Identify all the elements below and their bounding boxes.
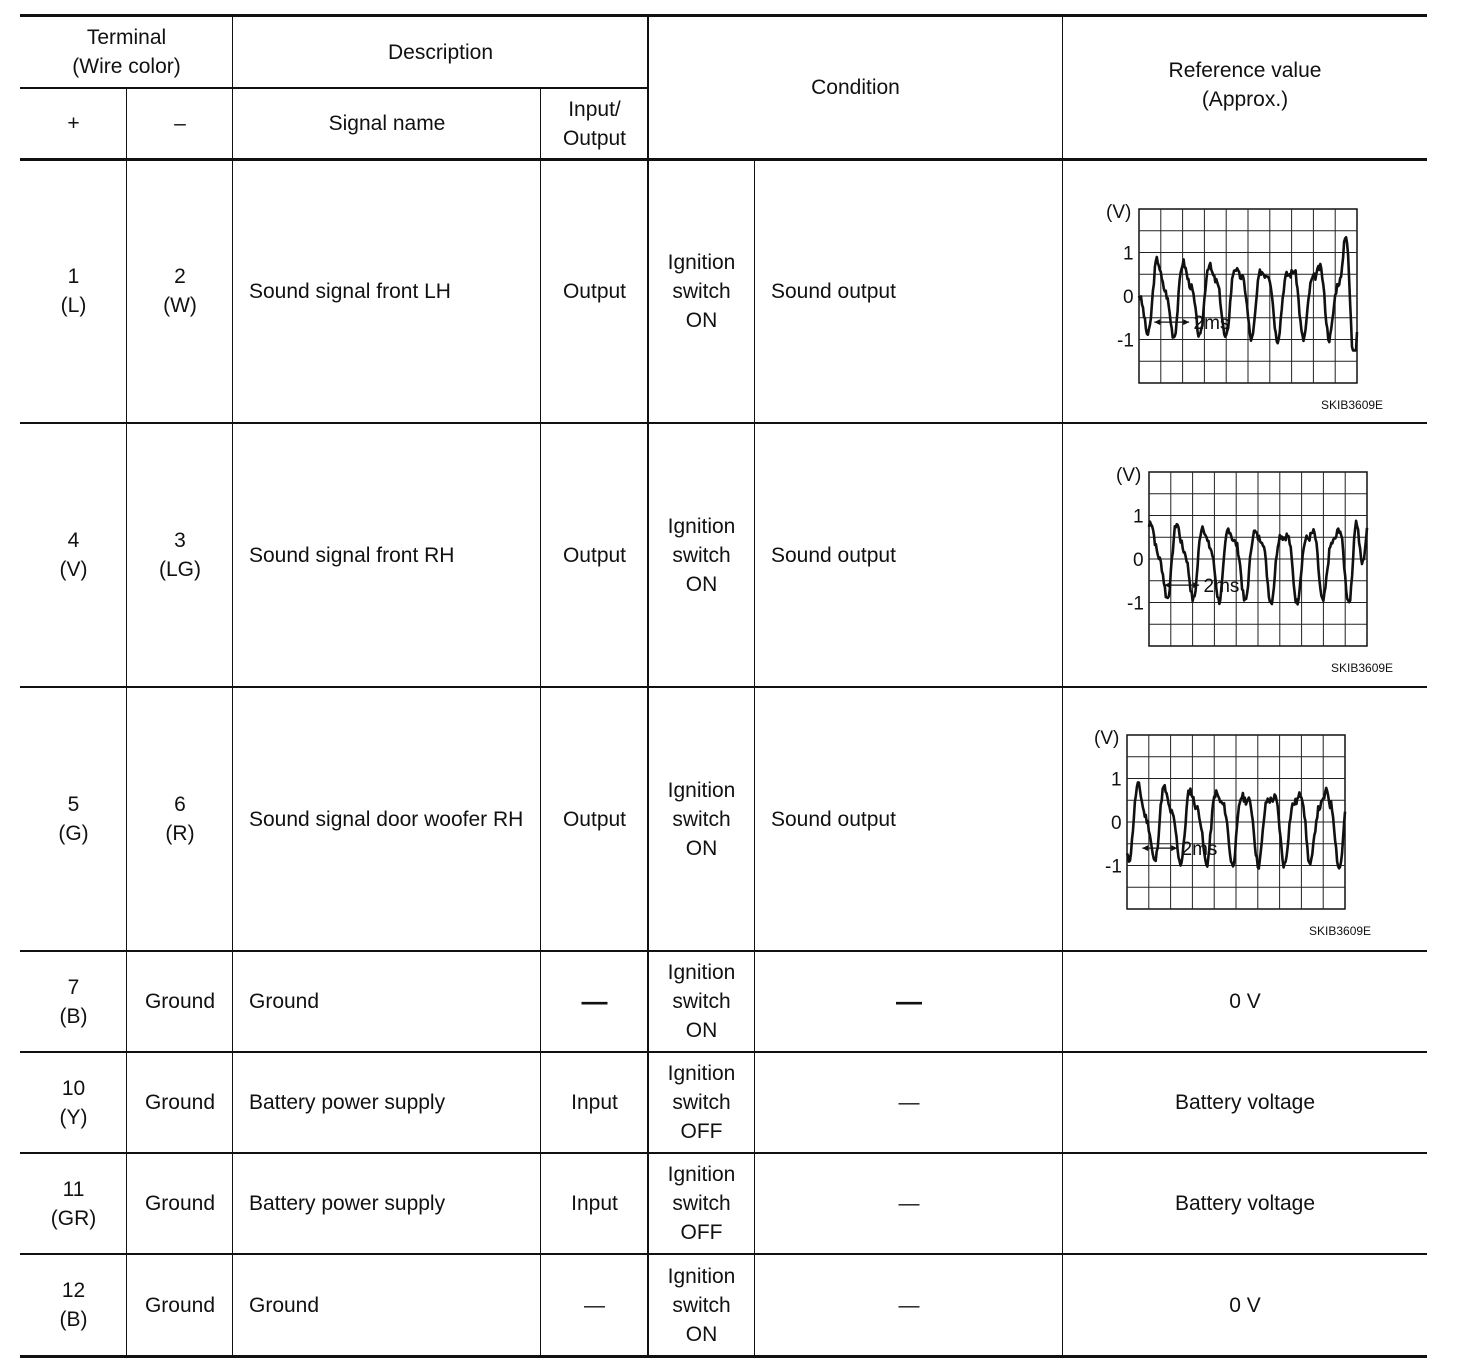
condition-line1: Ignition [667, 514, 736, 538]
condition-line1: Ignition [667, 778, 736, 802]
terminal-minus-number: Ground [144, 1091, 216, 1114]
header-wire-color-label: (Wire color) [72, 55, 181, 78]
cell-terminal-plus [20, 1052, 127, 1153]
header-signal-name [233, 88, 541, 159]
cell-input-output [541, 159, 648, 423]
cell-reference-value [1063, 1052, 1427, 1153]
time-div-label: 2ms [1193, 313, 1230, 335]
signal-name-text: Sound signal front RH [249, 543, 455, 567]
signal-name-text: Ground [249, 1293, 320, 1317]
oscilloscope-chart [1099, 197, 1397, 421]
condition-line1: Ignition [667, 961, 736, 984]
column-rule [540, 88, 541, 1356]
terminal-plus-number: 11 [62, 1177, 85, 1201]
reference-value-text: Battery voltage [1174, 1091, 1316, 1114]
cell-input-output [541, 687, 648, 951]
cell-terminal-plus [20, 1254, 127, 1356]
cell-terminal-minus [127, 951, 233, 1052]
terminal-minus-number: 3 [174, 529, 186, 552]
header-terminal [20, 16, 233, 88]
condition-line2: switch [672, 543, 731, 567]
condition-line3: OFF [680, 1221, 723, 1244]
cell-terminal-minus [127, 1254, 233, 1356]
scope-tick-neg: -1 [1105, 856, 1122, 878]
io-text: — [584, 1293, 605, 1317]
reference-value-text: Battery voltage [1174, 1192, 1316, 1215]
cell-terminal-minus [127, 687, 233, 951]
terminal-plus-number: 1 [67, 265, 80, 288]
cell-reference-value [1063, 1254, 1427, 1356]
condition-line2: switch [672, 1192, 731, 1215]
cell-condition [648, 423, 755, 687]
cell-input-output [541, 423, 648, 687]
cell-input-output [541, 1153, 648, 1254]
scope-tick-zero: 0 [1133, 550, 1144, 571]
cell-condition [648, 159, 755, 423]
condition-detail-text: Sound output [771, 543, 896, 567]
signal-name-text: Sound signal front LH [249, 279, 451, 303]
header-description-label: Description [387, 40, 494, 64]
time-div-label: 2ms [1181, 839, 1218, 861]
header-description [233, 16, 648, 88]
cell-condition-detail [755, 423, 1063, 687]
condition-line2: switch [672, 279, 731, 303]
cell-terminal-minus [127, 1153, 233, 1254]
waveform-figure [1109, 460, 1407, 684]
io-text: Output [562, 807, 627, 831]
condition-line3: ON [685, 308, 718, 332]
cell-terminal-plus [20, 951, 127, 1052]
scope-tick-neg: -1 [1117, 330, 1134, 352]
oscilloscope-chart [1109, 460, 1407, 684]
reference-value-text: 0 V [1229, 990, 1261, 1013]
io-text: Input [571, 1091, 618, 1114]
condition-detail-text: — [898, 1293, 920, 1317]
column-rule [1062, 16, 1063, 1356]
cell-condition [648, 1153, 755, 1254]
cell-signal-name [233, 1153, 541, 1254]
header-minus [127, 88, 233, 159]
terminal-plus-color: (B) [59, 1004, 88, 1028]
terminal-plus-number: 10 [61, 1076, 86, 1100]
header-plus [20, 88, 127, 159]
oscilloscope-chart [1087, 723, 1385, 947]
column-rule [232, 16, 233, 1356]
reference-value-text: 0 V [1229, 1293, 1261, 1317]
header-reference-value [1063, 16, 1427, 159]
terminal-plus-color: (Y) [59, 1105, 88, 1129]
terminal-plus-color: (G) [58, 822, 89, 845]
signal-name-text: Ground [249, 990, 320, 1013]
condition-detail-text: Sound output [771, 807, 896, 831]
terminal-minus-number: 6 [174, 793, 186, 816]
cell-signal-name [233, 687, 541, 951]
condition-detail-text: — [898, 1192, 920, 1215]
cell-condition [648, 1254, 755, 1356]
scope-tick-pos: 1 [1123, 243, 1134, 265]
cell-terminal-plus [20, 159, 127, 423]
header-signal-name-label: Signal name [328, 112, 446, 135]
terminal-plus-number: 7 [67, 975, 80, 999]
cell-condition-detail [755, 159, 1063, 423]
signal-name-text: Battery power supply [249, 1192, 446, 1215]
cell-condition-detail [755, 687, 1063, 951]
condition-line3: ON [685, 1019, 718, 1042]
cell-terminal-plus [20, 687, 127, 951]
cell-condition-detail [755, 1153, 1063, 1254]
terminal-minus-number: Ground [144, 1293, 216, 1317]
condition-line1: Ignition [667, 250, 736, 274]
condition-line2: switch [672, 807, 731, 831]
condition-line3: ON [685, 572, 718, 596]
terminal-plus-color: (L) [60, 294, 87, 317]
io-text: — [581, 986, 608, 1016]
terminal-minus-color: (R) [165, 822, 195, 845]
condition-line2: switch [672, 1293, 731, 1317]
cell-signal-name [233, 423, 541, 687]
condition-line1: Ignition [667, 1264, 736, 1288]
io-text: Output [562, 543, 627, 567]
cell-condition-detail [755, 1052, 1063, 1153]
cell-condition [648, 687, 755, 951]
header-terminal-label: Terminal [86, 26, 167, 49]
cell-condition-detail [755, 1254, 1063, 1356]
signal-name-text: Sound signal door woofer RH [249, 807, 524, 831]
header-condition [648, 16, 1063, 159]
column-rule [754, 159, 755, 1356]
column-rule [126, 88, 127, 1356]
cell-terminal-plus [20, 423, 127, 687]
condition-line3: ON [685, 1322, 718, 1346]
scope-unit-label: (V) [1116, 465, 1142, 486]
cell-reference-value [1063, 1153, 1427, 1254]
cell-reference-value [1063, 951, 1427, 1052]
scope-unit-label: (V) [1094, 728, 1120, 749]
figure-code: SKIB3609E [1309, 924, 1372, 938]
terminal-minus-number: Ground [144, 1192, 216, 1215]
scope-tick-zero: 0 [1123, 287, 1134, 308]
column-rule [647, 16, 649, 1356]
figure-code: SKIB3609E [1331, 661, 1394, 675]
signal-name-text: Battery power supply [249, 1091, 446, 1114]
scope-unit-label: (V) [1106, 202, 1132, 223]
scope-tick-zero: 0 [1111, 813, 1122, 834]
scope-tick-pos: 1 [1111, 769, 1122, 791]
terminal-plus-color: (GR) [50, 1206, 97, 1230]
condition-detail-text: Sound output [771, 279, 896, 303]
cell-condition [648, 951, 755, 1052]
terminal-minus-number: 2 [174, 265, 186, 288]
cell-terminal-minus [127, 1052, 233, 1153]
terminal-plus-number: 12 [61, 1279, 86, 1302]
cell-input-output [541, 1254, 648, 1356]
condition-detail-text: — [898, 1091, 920, 1114]
cell-condition [648, 1052, 755, 1153]
terminal-plus-number: 5 [67, 793, 80, 816]
terminal-plus-color: (V) [59, 558, 88, 581]
header-condition-label: Condition [811, 76, 900, 99]
cell-signal-name [233, 951, 541, 1052]
header-ref-line2: (Approx.) [1201, 88, 1289, 111]
header-split-rule [20, 87, 648, 89]
terminal-minus-number: Ground [144, 990, 216, 1013]
condition-line1: Ignition [667, 1163, 736, 1186]
header-ref-line1: Reference value [1168, 59, 1322, 82]
cell-signal-name [233, 1254, 541, 1356]
figure-code: SKIB3609E [1321, 398, 1384, 412]
terminal-minus-color: (LG) [159, 558, 201, 581]
cell-input-output [541, 1052, 648, 1153]
waveform-figure [1087, 723, 1385, 947]
terminal-minus-color: (W) [163, 294, 197, 317]
waveform-figure [1099, 197, 1397, 421]
condition-line3: OFF [680, 1120, 723, 1143]
terminal-plus-color: (B) [59, 1308, 88, 1331]
io-text: Input [571, 1192, 618, 1215]
condition-line1: Ignition [667, 1062, 736, 1085]
condition-line2: switch [672, 990, 731, 1013]
cell-signal-name [233, 1052, 541, 1153]
io-text: Output [562, 279, 627, 303]
scope-tick-pos: 1 [1133, 506, 1144, 528]
cell-terminal-minus [127, 159, 233, 423]
cell-terminal-minus [127, 423, 233, 687]
cell-condition-detail [755, 951, 1063, 1052]
cell-signal-name [233, 159, 541, 423]
time-div-label: 2ms [1203, 576, 1240, 598]
cell-terminal-plus [20, 1153, 127, 1254]
cell-input-output [541, 951, 648, 1052]
terminal-plus-number: 4 [67, 529, 80, 552]
header-minus-label: – [174, 112, 186, 135]
header-plus-label: + [67, 112, 80, 135]
condition-line2: switch [672, 1091, 731, 1114]
header-io-line1: Input/ [568, 97, 621, 121]
condition-line3: ON [685, 836, 718, 860]
header-io-line2: Output [562, 126, 627, 150]
header-input-output [541, 88, 648, 159]
scope-tick-neg: -1 [1127, 593, 1144, 615]
condition-detail-text: — [896, 986, 922, 1016]
